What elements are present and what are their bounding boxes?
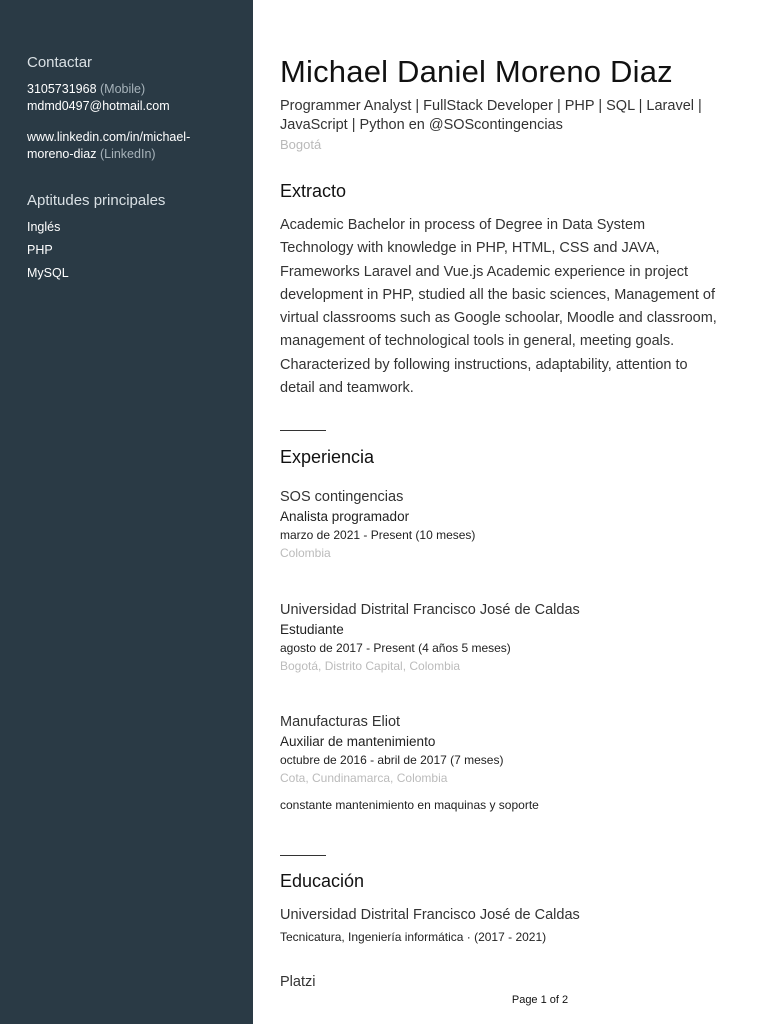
job-company: Universidad Distrital Francisco José de Caldas [280, 602, 580, 618]
person-name: Michael Daniel Moreno Diaz [280, 54, 673, 89]
job-role: Estudiante [280, 622, 344, 637]
headline-line: JavaScript | Python en @SOScontingencias [280, 117, 563, 133]
job-company: SOS contingencias [280, 489, 404, 505]
experience-title: Experiencia [280, 447, 375, 467]
summary-line: Characterized by following instructions, adaptability, attention to [280, 356, 688, 373]
contact-section [27, 54, 242, 163]
education-school: Universidad Distrital Francisco José de Caldas [280, 907, 580, 923]
job-description: constante mantenimiento en maquinas y soporte [280, 798, 539, 812]
location: Bogotá [280, 137, 322, 152]
skill-item: PHP [27, 243, 53, 257]
education-school: Platzi [280, 974, 316, 990]
education-entry [280, 974, 750, 990]
phone-line [27, 81, 242, 98]
skills-heading: Aptitudes principales [27, 192, 166, 209]
section-divider [280, 430, 326, 431]
job-role: Analista programador [280, 509, 410, 524]
headline [280, 97, 750, 135]
education-detail: Tecnicatura, Ingeniería informática · (2017 - 2021) [280, 930, 547, 944]
job-company: Manufacturas Eliot [280, 714, 401, 730]
skill-item: MySQL [27, 266, 69, 280]
skill-item: Inglés [27, 220, 61, 234]
summary-line: detail and teamwork. [280, 380, 414, 397]
email-link[interactable]: mdmd0497@hotmail.com [27, 99, 170, 113]
education-title: Educación [280, 871, 365, 891]
summary-line: virtual classrooms such as Google schoolar, Moodle and classroom, [280, 310, 717, 327]
job-role: Auxiliar de mantenimiento [280, 734, 436, 749]
job-entry [280, 489, 750, 560]
job-entry [280, 602, 750, 673]
phone-number[interactable]: 3105731968 [27, 82, 97, 96]
skills-section [27, 192, 242, 288]
job-place: Bogotá, Distrito Capital, Colombia [280, 659, 461, 673]
job-place: Colombia [280, 546, 331, 560]
contact-heading: Contactar [27, 54, 93, 71]
headline-line: Programmer Analyst | FullStack Developer | PHP | SQL | Laravel | [280, 98, 702, 114]
summary-line: management of technological tools in general, meeting goals. [280, 333, 675, 350]
summary-line: development in PHP, studied all the basic sciences, Management of [280, 286, 715, 303]
job-dates: marzo de 2021 - Present (10 meses) [280, 528, 476, 542]
section-divider [280, 855, 326, 856]
page-number: Page 1 of 2 [511, 994, 569, 1006]
linkedin-link-line2[interactable] [27, 146, 242, 163]
sidebar [0, 0, 253, 1024]
summary-line: Technology with knowledge in PHP, HTML, CSS and JAVA, [280, 240, 660, 257]
education-entry [280, 907, 750, 944]
job-place: Cota, Cundinamarca, Colombia [280, 771, 448, 785]
summary-title: Extracto [280, 181, 347, 201]
job-entry [280, 714, 750, 812]
summary-line: Academic Bachelor in process of Degree in Data System [280, 217, 646, 233]
summary-line: Frameworks Laravel and Vue.js Academic experience in project [280, 263, 689, 280]
job-dates: agosto de 2017 - Present (4 años 5 meses) [280, 641, 511, 655]
linkedin-label: (LinkedIn) [99, 147, 156, 161]
linkedin-link-line1[interactable]: www.linkedin.com/in/michael- [27, 130, 191, 144]
job-dates: octubre de 2016 - abril de 2017 (7 meses) [280, 753, 504, 767]
linkedin-link-text[interactable]: moreno-diaz [27, 147, 97, 161]
phone-type: (Mobile) [100, 82, 146, 96]
summary-text [280, 214, 750, 400]
